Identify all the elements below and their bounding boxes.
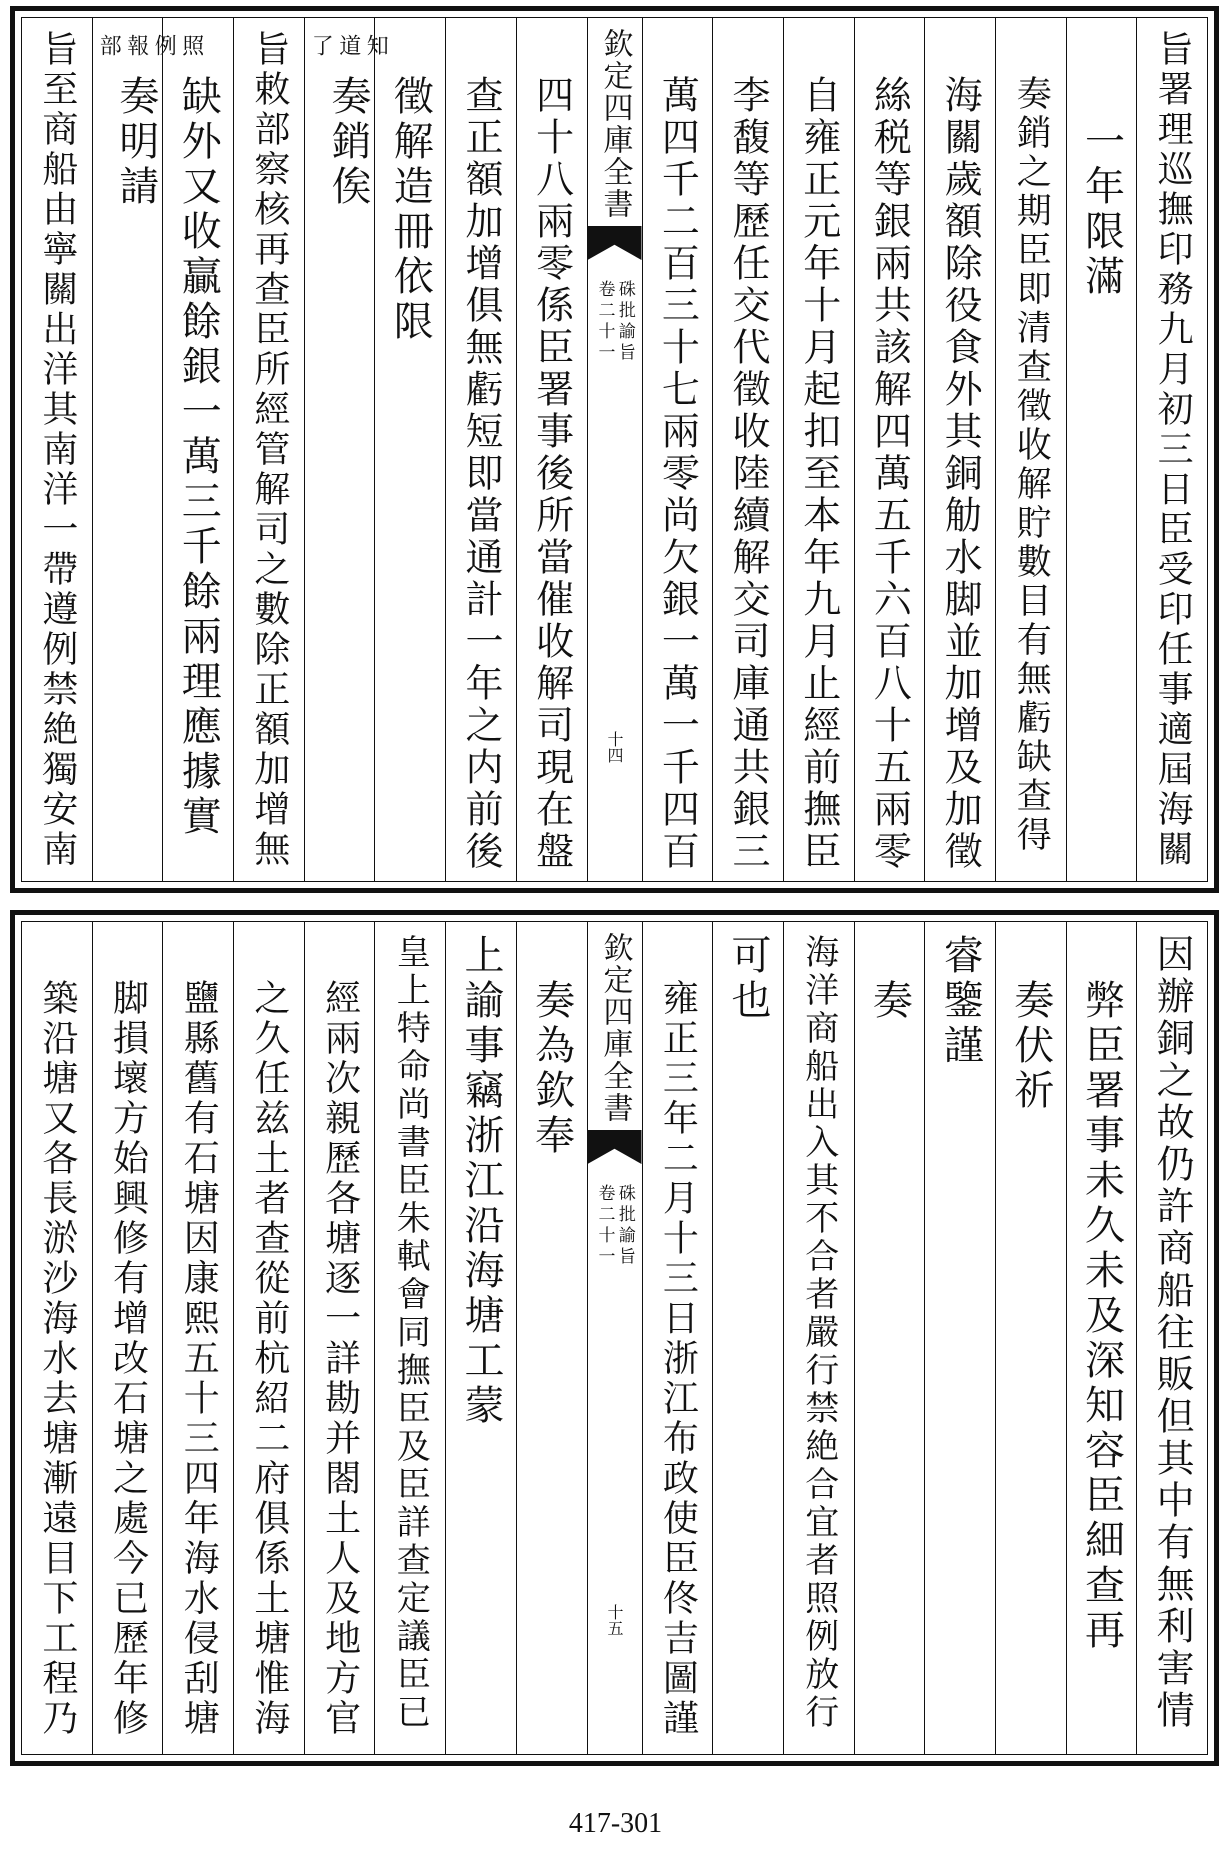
column-text: 上諭事竊浙江沿海塘工蒙	[457, 934, 504, 1429]
text-column	[22, 922, 92, 1754]
column-text: 四十八兩零係臣署事後所當催收解司現在盤	[529, 75, 574, 873]
column-text: 旨敕部察核再查臣所經管解司之數除正額加增無	[248, 30, 290, 870]
text-column	[924, 18, 995, 881]
text-column	[92, 922, 163, 1754]
top-page-frame	[21, 17, 1208, 882]
book-title: 欽定四庫全書	[597, 28, 633, 220]
center-strip	[587, 922, 642, 1754]
text-column	[374, 18, 445, 881]
page-reference: 417-301	[568, 1808, 663, 1839]
text-column	[854, 18, 925, 881]
column-text: 海洋商船出入其不合者嚴行禁絶合宜者照例放行	[798, 934, 839, 1732]
text-column	[1066, 18, 1137, 881]
text-column	[783, 18, 854, 881]
fish-tail-mark	[588, 226, 642, 260]
column-text: 雍正三年二月十三日浙江布政使臣佟吉圖謹	[657, 979, 699, 1739]
column-text: 奏銷之期臣即清查徵收解貯數目有無虧缺查得	[1011, 75, 1052, 855]
page-number: 十四	[605, 731, 624, 763]
top-page-columns	[22, 18, 1207, 881]
column-text: 查正額加增俱無虧短即當通計一年之内前後	[458, 75, 503, 873]
column-text: 鹽縣舊有石塘因康熙五十三四年海水侵刮塘	[178, 979, 220, 1739]
column-text: 奏為欽奉	[528, 979, 575, 1159]
column-text: 奏銷俟	[324, 75, 371, 210]
column-text: 奏伏祈	[1007, 979, 1054, 1114]
column-text: 海關歲額除役食外其銅觔水脚並加增及加徵	[938, 75, 983, 873]
column-text: 睿鑒謹	[937, 934, 984, 1069]
text-column	[1136, 922, 1207, 1754]
volume-title: 硃批諭旨 卷二十一	[594, 280, 635, 364]
text-column	[445, 922, 516, 1754]
text-column	[854, 922, 925, 1754]
text-column	[233, 922, 304, 1754]
center-strip	[587, 18, 642, 881]
text-column	[233, 18, 304, 881]
text-column	[304, 18, 389, 881]
text-column	[712, 18, 783, 881]
text-column	[924, 922, 995, 1754]
text-column	[995, 18, 1066, 881]
volume-title: 硃批諭旨 卷二十一	[594, 1184, 635, 1268]
column-text: 之久任兹土者查從前杭紹二府俱係土塘惟海	[248, 979, 290, 1739]
bottom-page-columns	[22, 922, 1207, 1754]
page-number: 十五	[605, 1604, 624, 1636]
top-page	[10, 6, 1219, 893]
text-column	[304, 922, 375, 1754]
text-column	[642, 922, 713, 1754]
column-text: 一年限滿	[1078, 120, 1125, 300]
column-text: 脚損壞方始興修有增改石塘之處今已歷年修	[107, 979, 149, 1739]
bottom-page-frame	[21, 921, 1208, 1755]
text-column	[1136, 18, 1207, 881]
column-text: 旨至商船由寧關出洋其南洋一帶遵例禁絶獨安南	[36, 30, 78, 870]
imperial-annotation: 照 例 報 部	[96, 34, 204, 62]
fish-tail-mark	[588, 1130, 642, 1164]
column-text: 奏明請	[112, 75, 159, 210]
column-text: 徵解造冊依限	[387, 75, 434, 345]
text-column	[712, 922, 783, 1754]
column-text: 自雍正元年十月起扣至本年九月止經前撫臣	[796, 75, 841, 873]
text-column	[162, 922, 233, 1754]
text-column	[516, 18, 587, 881]
text-column	[374, 922, 445, 1754]
text-column	[162, 18, 233, 881]
column-text: 經兩次親歷各塘逐一詳勘并閤土人及地方官	[319, 979, 361, 1739]
column-text: 弊臣署事未久未及深知容臣細查再	[1078, 979, 1125, 1654]
text-column	[516, 922, 587, 1754]
column-text: 因辦銅之故仍許商船往販但其中有無利害情	[1150, 934, 1195, 1732]
text-column	[783, 922, 854, 1754]
text-column	[445, 18, 516, 881]
column-text: 萬四千二百三十七兩零尚欠銀一萬一千四百	[655, 75, 700, 873]
column-text: 李馥等歷任交代徵收陸續解交司庫通共銀三	[726, 75, 771, 873]
text-column	[995, 922, 1066, 1754]
imperial-annotation: 知 道 了	[308, 34, 389, 62]
bottom-page	[10, 910, 1219, 1766]
column-text: 缺外又收贏餘銀一萬三千餘兩理應據實	[175, 75, 222, 840]
column-text: 奏	[866, 979, 913, 1024]
column-text: 可也	[725, 934, 772, 1024]
book-title: 欽定四庫全書	[597, 932, 633, 1124]
text-column	[1066, 922, 1137, 1754]
text-column	[22, 18, 92, 881]
text-column	[642, 18, 713, 881]
column-text: 築沿塘又各長淤沙海水去塘漸遠目下工程乃	[36, 979, 78, 1739]
column-text: 旨署理巡撫印務九月初三日臣受印任事適屆海關	[1152, 30, 1194, 870]
column-text: 絲税等銀兩共該解四萬五千六百八十五兩零	[867, 75, 912, 873]
column-text: 皇上特命尚書臣朱軾會同撫臣及臣詳查定議臣已	[390, 934, 431, 1732]
